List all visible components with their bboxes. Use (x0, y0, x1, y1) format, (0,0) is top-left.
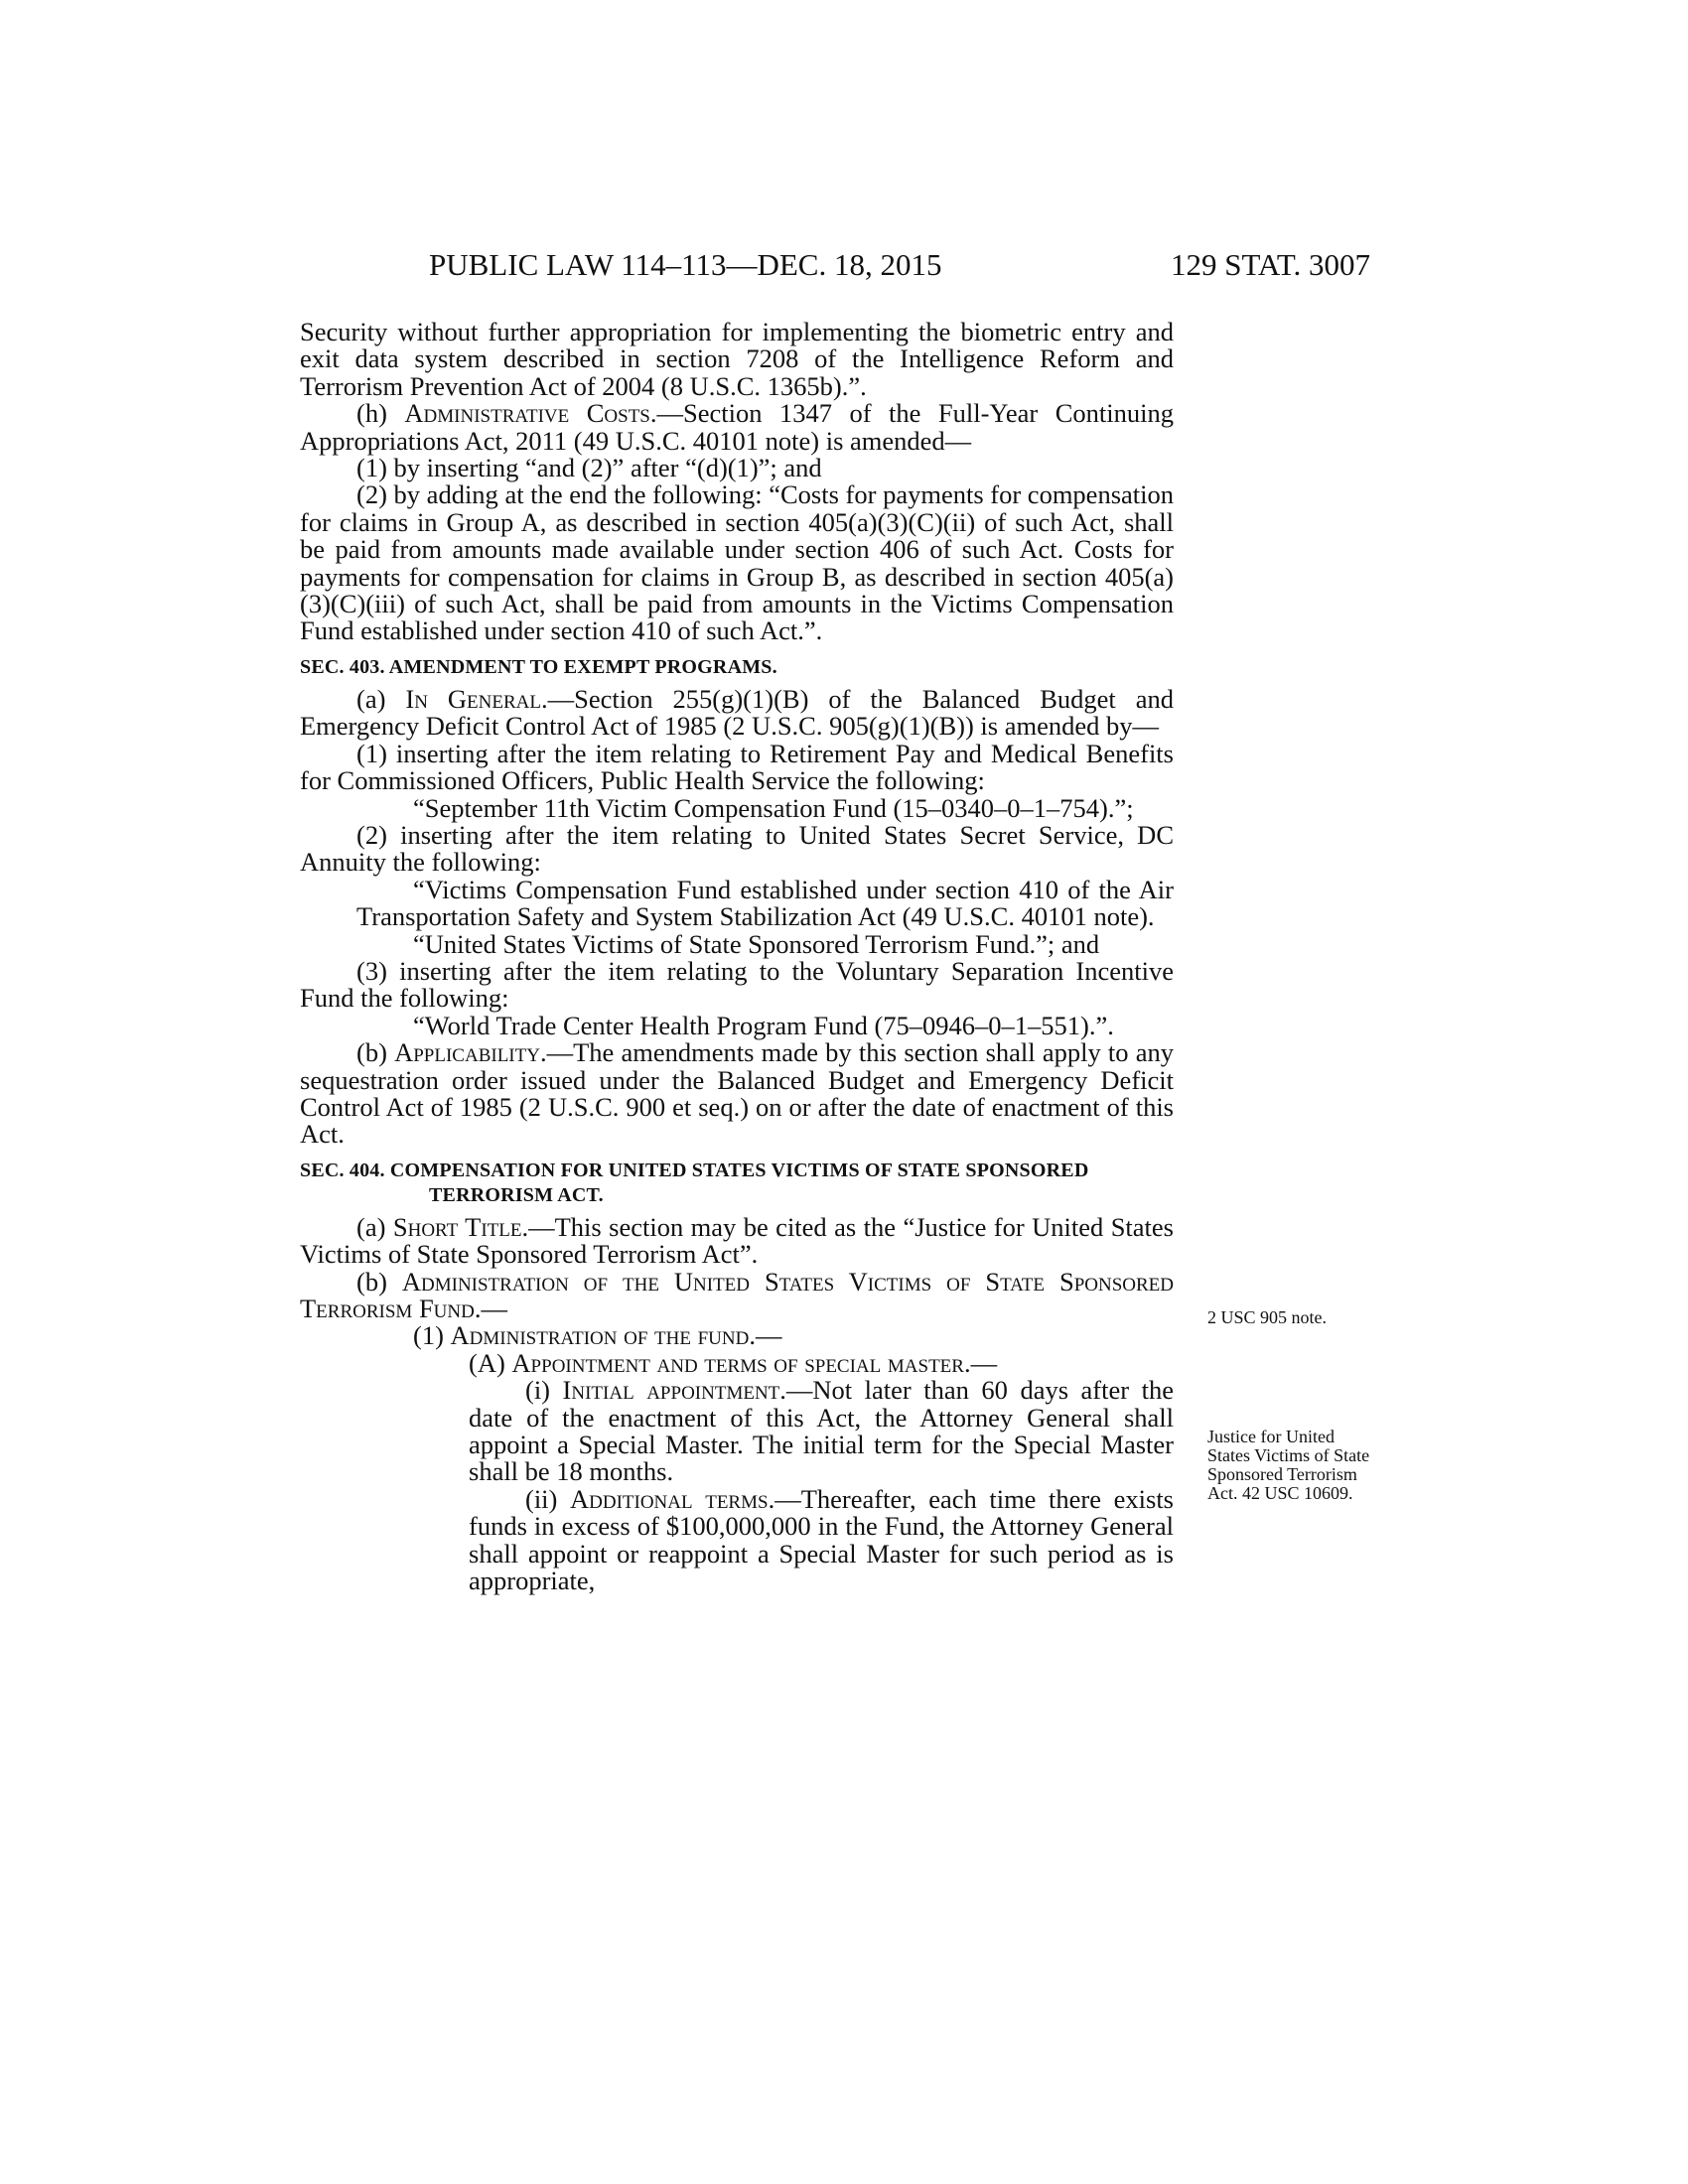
subsection-heading: Short Title (392, 1211, 522, 1242)
quoted-a2-1: “Victims Compensation Fund established under section 410 of the Air Transportation Safety and System Stabilization Act (49 U.S.C. 40101 note). (356, 874, 1174, 932)
paragraph-a3: (3) inserting after the item relating to the Voluntary Separation Incentive Fund the following: (300, 955, 1174, 1014)
subparagraph-heading: Appointment and terms of special master (511, 1347, 964, 1378)
clause-ii: (ii) Additional terms.—Thereafter, each time there exists funds in excess of $100,000,000 in the Fund, the Attorney General shall appoint or reappoint a Special Master for such period as is appropriate, (469, 1483, 1174, 1596)
clause-heading: Initial appointment (562, 1375, 780, 1406)
running-head: PUBLIC LAW 114–113—DEC. 18, 2015 (429, 247, 942, 282)
clause-heading: Additional terms (570, 1483, 769, 1514)
subsection-short-title: (a) Short Title.—This section may be cited as the “Justice for United States Victims of State Sponsored Terrorism Act”. (300, 1211, 1174, 1270)
subsection-heading: Administrative Costs (404, 398, 650, 429)
quoted-a3: “World Trade Center Health Program Fund (75–0946–0–1–551).”. (413, 1010, 1114, 1040)
paragraph-a2: (2) inserting after the item relating to United States Secret Service, DC Annuity the following: (300, 819, 1174, 878)
paragraph-continuation: Security without further appropriation for implementing the biometric entry and exit data system described in section 7208 of the Intelligence Reform and Terrorism Prevention Act of 2004 (8 U.S.C. 1365b).”. (300, 317, 1174, 401)
quoted-a1: “September 11th Victim Compensation Fund (15–0340–0–1–754).”; (413, 792, 1134, 823)
subsection-administration: (b) Administration of the United States Victims of State Sponsored Terrorism Fund.— (300, 1266, 1174, 1323)
subsection-heading: Administration of the United States Victims of State Sponsored Terrorism Fund (300, 1266, 1174, 1323)
section-heading-403: SEC. 403. AMENDMENT TO EXEMPT PROGRAMS. (300, 655, 777, 678)
subparagraph-A: (A) Appointment and terms of special master.— (469, 1347, 998, 1378)
subsection-heading: In General (405, 683, 541, 714)
page-header (298, 245, 1370, 285)
subsection-heading: Applicability (394, 1037, 540, 1068)
quoted-a2-2: “United States Victims of State Sponsored Terrorism Fund.”; and (413, 928, 1100, 959)
paragraph-a1: (1) inserting after the item relating to Retirement Pay and Medical Benefits for Commissioned Officers, Public Health Service the following: (300, 738, 1174, 796)
subsection-b: (b) Applicability.—The amendments made by this section shall apply to any sequestration order issued under the Balanced Budget and Emergency Deficit Control Act of 1985 (2 U.S.C. 900 et seq.) on or after the date of enactment of this Act. (300, 1037, 1174, 1150)
margin-note-justice-act: Justice for United States Victims of State Sponsored Terrorism Act. 42 USC 10609. (1207, 1427, 1370, 1503)
margin-note-usc-905: 2 USC 905 note. (1207, 1307, 1328, 1327)
page-citation: 129 STAT. 3007 (1170, 247, 1370, 282)
paragraph-b1: (1) Administration of the fund.— (413, 1320, 782, 1351)
paragraph-heading: Administration of the fund (450, 1320, 750, 1351)
subsection-a: (a) In General.—Section 255(g)(1)(B) of the Balanced Budget and Emergency Deficit Control Act of 1985 (2 U.S.C. 905(g)(1)(B)) is amended by— (300, 683, 1174, 742)
clause-i: (i) Initial appointment.—Not later than 60 days after the date of the enactment of this Act, the Attorney General shall appoint a Special Master. The initial term for the Special Master shall be 18 months. (469, 1375, 1174, 1487)
body-text (300, 319, 1174, 1594)
section-heading-404: SEC. 404. COMPENSATION FOR UNITED STATES VICTIMS OF STATE SPONSORED TERRORISM ACT. (300, 1159, 1089, 1206)
paragraph-h1: (1) by inserting “and (2)” after “(d)(1)”; and (356, 453, 822, 483)
subsection-h: (h) Administrative Costs.—Section 1347 of the Full-Year Continuing Appropriations Act, 2011 (49 U.S.C. 40101 note) is amended— (300, 398, 1174, 456)
paragraph-h2: (2) by adding at the end the following: “Costs for payments for compensation for claims in Group A, as described in section 405(a)(3)(C)(ii) of such Act, shall be paid from amounts made available under section 406 of such Act. Costs for payments for compensation for claims in Group B, as described in section 405(a)(3)(C)(iii) of such Act, shall be paid from amounts in the Victims Compensation Fund established under section 410 of such Act.”. (300, 479, 1174, 646)
